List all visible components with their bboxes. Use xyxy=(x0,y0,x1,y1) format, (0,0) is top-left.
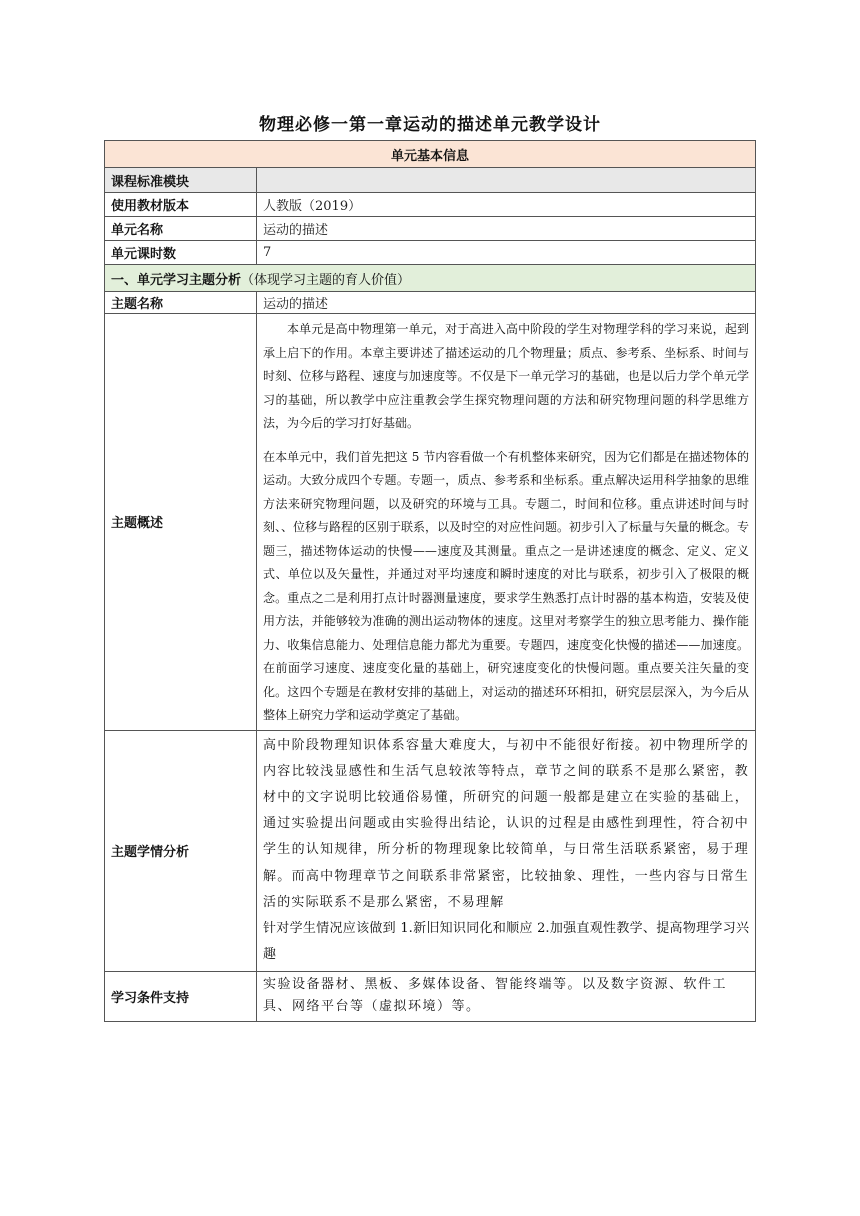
conditions-row xyxy=(105,971,756,1021)
info-row-lesson-count xyxy=(105,241,756,265)
learning-analysis-label: 主题学情分析 xyxy=(105,730,257,971)
conditions-text: 实验设备器材、黑板、多媒体设备、智能终端等。以及数字资源、软件工具、网络平台等（虚拟环境）等。 xyxy=(263,976,728,1015)
overview-row xyxy=(105,314,756,731)
theme-name-label: 主题名称 xyxy=(105,292,257,314)
section1-heading-row xyxy=(105,265,756,292)
info-label: 使用教材版本 xyxy=(105,193,257,217)
basic-info-header: 单元基本信息 xyxy=(105,141,756,168)
overview-paragraph-1: 本单元是高中物理第一单元，对于高进入高中阶段的学生对物理学科的学习来说，起到承上启下的作用。本章主要讲述了描述运动的几个物理量；质点、参考系、坐标系、时间与时刻、位移与路程、速度与加速度等。不仅是下一单元学习的基础，也是以后力学个单元学习的基础，所以教学中应注重教会学生探究物理问题的方法和研究物理问题的科学思维方法，为今后的学习打好基础。 xyxy=(263,322,749,430)
section1-note: （体现学习主题的育人价值） xyxy=(241,272,411,288)
info-label: 课程标准模块 xyxy=(105,168,257,193)
basic-info-header-row xyxy=(105,141,756,168)
info-row-textbook-version xyxy=(105,193,756,217)
info-row-standard-module xyxy=(105,168,756,193)
conditions-content xyxy=(257,971,756,1021)
conditions-label: 学习条件支持 xyxy=(105,971,257,1021)
overview-paragraph-2: 在本单元中，我们首先把这 5 节内容看做一个有机整体来研究，因为它们都是在描述物体的运动。大致分成四个专题。专题一，质点、参考系和坐标系。重点解决运用科学抽象的思维方法来研究物理问题，以及研究的环境与工具。专题二，时间和位移。重点讲述时间与时刻、、位移与路程的区别于联系，以及时空的对应性问题。初步引入了标量与矢量的概念。专题三，描述物体运动的快慢——速度及其测量。重点之一是讲述速度的概念、定义、定义式、单位以及矢量性，并通过对平均速度和瞬时速度的对比与联系，初步引入了极限的概念。重点之二是利用打点计时器测量速度，要求学生熟悉打点计时器的基本构造，安装及使用方法，并能够较为准确的测出运动物体的速度。这里对考察学生的独立思考能力、操作能力、收集信息能力、处理信息能力都尤为重要。专题四，速度变化快慢的描述——加速度。在前面学习速度、速度变化量的基础上，研究速度变化的快慢问题。重点要关注矢量的变化。这四个专题是在教材安排的基础上，对运动的描述环环相扣，研究层层深入，为今后从整体上研究力学和运动学奠定了基础。 xyxy=(263,449,750,722)
theme-name-value: 运动的描述 xyxy=(257,292,756,314)
overview-label: 主题概述 xyxy=(105,314,257,731)
unit-design-table xyxy=(104,140,756,1022)
learning-analysis-paragraph-2: 针对学生情况应该做到 1.新旧知识同化和顺应 2.加强直观性教学、提高物理学习兴趣 xyxy=(263,920,749,963)
info-label: 单元课时数 xyxy=(105,241,257,265)
overview-content xyxy=(257,314,756,731)
info-value: 运动的描述 xyxy=(257,217,756,241)
section1-heading xyxy=(105,265,756,292)
learning-analysis-row xyxy=(105,730,756,971)
theme-name-row xyxy=(105,292,756,314)
section1-title: 一、单元学习主题分析 xyxy=(111,272,242,288)
learning-analysis-paragraph-1: 高中阶段物理知识体系容量大难度大，与初中不能很好衔接。初中物理所学的内容比较浅显感性和生活气息较浓等特点，章节之间的联系不是那么紧密，教材中的文字说明比较通俗易懂，所研究的问题一般都是建立在实验的基础上，通过实验提出问题或由实验得出结论，认识的过程是由感性到理性，符合初中学生的认知规律，所分析的物理现象比较简单，与日常生活联系紧密，易于理解。而高中物理章节之间联系非常紧密，比较抽象、理性，一些内容与日常生活的实际联系不是那么紧密，不易理解 xyxy=(263,737,749,910)
info-row-unit-name xyxy=(105,217,756,241)
info-value: 人教版（2019） xyxy=(257,193,756,217)
learning-analysis-content xyxy=(257,730,756,971)
document-title: 物理必修一第一章运动的描述单元教学设计 xyxy=(259,115,601,135)
info-value xyxy=(257,168,756,193)
info-value: 7 xyxy=(257,241,756,265)
info-label: 单元名称 xyxy=(105,217,257,241)
